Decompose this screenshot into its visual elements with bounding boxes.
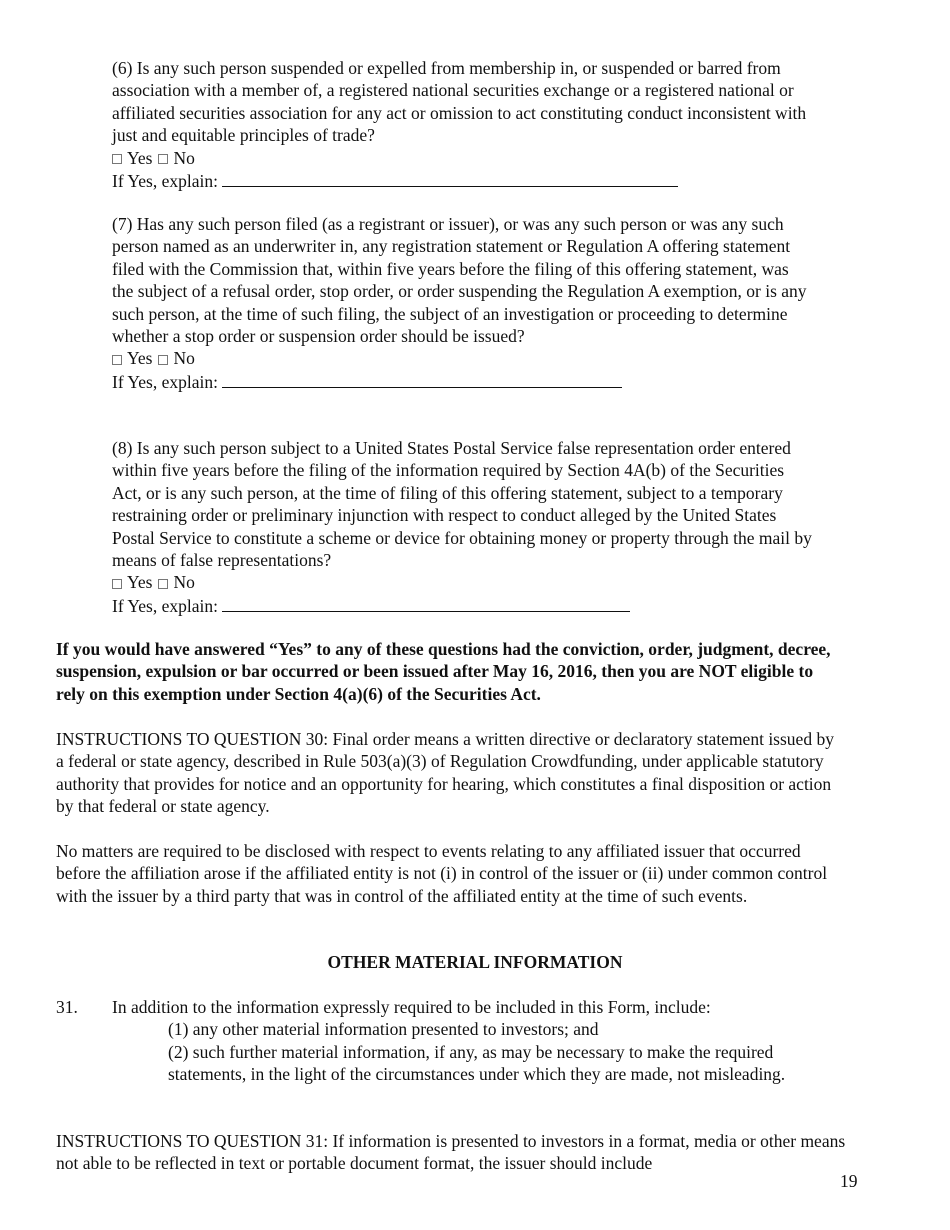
yes-checkbox[interactable] <box>112 355 122 365</box>
question-8-options <box>112 571 812 593</box>
item-31-text: In addition to the information expressly required to be included in this Form, include: <box>112 997 711 1017</box>
page-number: 19 <box>840 1171 858 1191</box>
affiliated-issuer-paragraph: No matters are required to be disclosed with respect to events relating to any affiliated issuer that occurred before the affiliation arose if the affiliated entity is not (i) in control of the issuer or (ii) under common control with the issuer by a third party that was in control of the affiliated entity at the time of such events. <box>56 841 828 906</box>
explain-blank-field[interactable] <box>222 370 622 388</box>
explain-blank-field[interactable] <box>222 169 678 187</box>
no-checkbox[interactable] <box>158 579 168 589</box>
question-8-explain <box>112 594 812 617</box>
question-6-options <box>112 147 812 169</box>
instructions-question-31: INSTRUCTIONS TO QUESTION 31: If information is presented to investors in a format, media or other means not able to be reflected in text or portable document format, the issuer should include <box>56 1131 846 1174</box>
explain-label: If Yes, explain: <box>112 171 218 192</box>
yes-label: Yes <box>127 572 153 593</box>
explain-label: If Yes, explain: <box>112 595 218 616</box>
yes-label: Yes <box>127 147 153 168</box>
question-7-explain <box>112 370 812 393</box>
instructions-question-30: INSTRUCTIONS TO QUESTION 30: Final order means a written directive or declaratory statement issued by a federal or state agency, described in Rule 503(a)(3) of Regulation Crowdfunding, under applicable statutory authority that provides for notice and an opportunity for hearing, which constitutes a final disposition or action by that federal or state agency. <box>56 729 834 817</box>
item-31-subitem-1: (1) any other material information presented to investors; and <box>168 1019 599 1039</box>
question-7 <box>112 213 812 393</box>
yes-label: Yes <box>127 348 153 369</box>
no-checkbox[interactable] <box>158 154 168 164</box>
item-31-number: 31. <box>56 997 78 1017</box>
yes-checkbox[interactable] <box>112 154 122 164</box>
question-7-options <box>112 347 812 369</box>
no-label: No <box>173 147 195 168</box>
question-6-text: (6) Is any such person suspended or expelled from membership in, or suspended or barred from association with a member of, a registered national securities exchange or a registered national or affiliated securities association for any act or omission to act constituting conduct inconsistent with just and equitable principles of trade? <box>112 58 807 146</box>
eligibility-notice: If you would have answered “Yes” to any of these questions had the conviction, order, judgment, decree, suspension, expulsion or bar occurred or been issued after May 16, 2016, then you are NOT eligible to rely on this exemption under Section 4(a)(6) of the Securities Act. <box>56 639 831 704</box>
explain-blank-field[interactable] <box>222 594 630 612</box>
yes-checkbox[interactable] <box>112 579 122 589</box>
no-label: No <box>173 348 195 369</box>
question-6-explain <box>112 169 812 192</box>
question-6 <box>112 57 812 192</box>
explain-label: If Yes, explain: <box>112 371 218 392</box>
section-heading: OTHER MATERIAL INFORMATION <box>327 952 623 972</box>
item-31-subitem-2: (2) such further material information, if any, as may be necessary to make the required statements, in the light of the circumstances under which they are made, not misleading. <box>168 1042 786 1085</box>
question-8-text: (8) Is any such person subject to a United States Postal Service false representation order entered within five years before the filing of the information required by Section 4A(b) of the Securities Act, or is any such person, at the time of filing of this offering statement, subject to a temporary restraining order or preliminary injunction with respect to conduct alleged by the United States Postal Service to constitute a scheme or device for obtaining money or property through the mail by means of false representations? <box>112 438 812 571</box>
question-7-text: (7) Has any such person filed (as a registrant or issuer), or was any such person or was any such person named as an underwriter in, any registration statement or Regulation A offering statement filed with the Commission that, within five years before the filing of this offering statement, was the subject of a refusal order, stop order, or order suspending the Regulation A exemption, or is any such person, at the time of such filing, the subject of an investigation or proceeding to determine whether a stop order or suspension order should be issued? <box>112 214 807 347</box>
no-label: No <box>173 572 195 593</box>
no-checkbox[interactable] <box>158 355 168 365</box>
question-8 <box>112 437 812 617</box>
